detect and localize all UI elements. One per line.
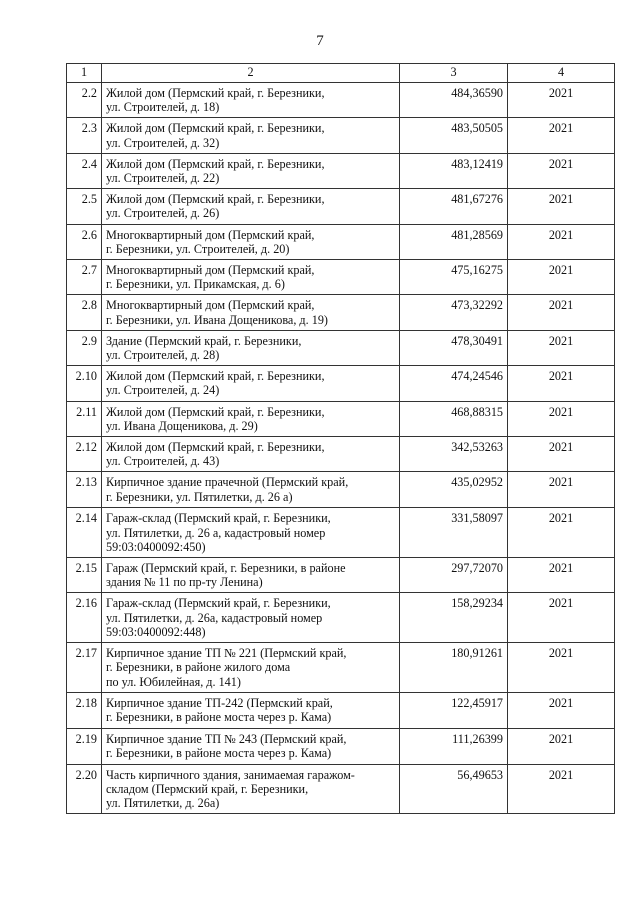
object-value: 158,29234 [400,593,508,643]
row-number: 2.14 [67,508,102,558]
object-name: Кирпичное здание прачечной (Пермский край, г. Березники, ул. Пятилетки, д. 26 а) [102,472,400,508]
object-year: 2021 [508,366,615,401]
object-year: 2021 [508,643,615,693]
table-row [67,295,615,330]
table-row [67,224,615,259]
object-year: 2021 [508,508,615,558]
object-name: Жилой дом (Пермский край, г. Березники, ул. Строителей, д. 26) [102,189,400,224]
table-row [67,558,615,593]
table-row [67,692,615,728]
object-name: Многоквартирный дом (Пермский край, г. Березники, ул. Ивана Дощеникова, д. 19) [102,295,400,330]
object-year: 2021 [508,728,615,764]
object-value: 483,50505 [400,118,508,153]
row-number: 2.16 [67,593,102,643]
row-number: 2.8 [67,295,102,330]
row-number: 2.10 [67,366,102,401]
object-year: 2021 [508,224,615,259]
page-number: 7 [316,33,324,49]
table-row [67,330,615,365]
row-number: 2.17 [67,643,102,693]
object-value: 435,02952 [400,472,508,508]
object-value: 475,16275 [400,260,508,295]
object-name: Часть кирпичного здания, занимаемая гаражом- складом (Пермский край, г. Березники, ул. Пятилетки, д. 26а) [102,764,400,814]
row-number: 2.12 [67,437,102,472]
object-year: 2021 [508,692,615,728]
object-value: 180,91261 [400,643,508,693]
object-name: Кирпичное здание ТП-242 (Пермский край, г. Березники, в районе моста через р. Кама) [102,692,400,728]
object-year: 2021 [508,189,615,224]
row-number: 2.15 [67,558,102,593]
object-name: Гараж-склад (Пермский край, г. Березники, ул. Пятилетки, д. 26 а, кадастровый номер 59:03:0400092:450) [102,508,400,558]
row-number: 2.19 [67,728,102,764]
object-name: Гараж (Пермский край, г. Березники, в районе здания № 11 по пр-ту Ленина) [102,558,400,593]
table-header-row [67,64,615,83]
object-value: 474,24546 [400,366,508,401]
object-value: 111,26399 [400,728,508,764]
column-header-1: 1 [67,64,102,83]
object-name: Здание (Пермский край, г. Березники, ул. Строителей, д. 28) [102,330,400,365]
column-header-4: 4 [508,64,615,83]
object-value: 122,45917 [400,692,508,728]
row-number: 2.18 [67,692,102,728]
row-number: 2.5 [67,189,102,224]
object-year: 2021 [508,260,615,295]
property-table [66,63,615,814]
table-row [67,401,615,436]
column-header-2: 2 [102,64,400,83]
object-year: 2021 [508,295,615,330]
object-year: 2021 [508,401,615,436]
object-name: Жилой дом (Пермский край, г. Березники, ул. Строителей, д. 18) [102,83,400,118]
table-row [67,728,615,764]
object-value: 481,28569 [400,224,508,259]
row-number: 2.6 [67,224,102,259]
object-name: Гараж-склад (Пермский край, г. Березники, ул. Пятилетки, д. 26а, кадастровый номер 59:03:0400092:448) [102,593,400,643]
object-year: 2021 [508,83,615,118]
table-row [67,260,615,295]
table-row [67,643,615,693]
object-name: Жилой дом (Пермский край, г. Березники, ул. Строителей, д. 43) [102,437,400,472]
row-number: 2.2 [67,83,102,118]
object-year: 2021 [508,593,615,643]
table-row [67,366,615,401]
row-number: 2.7 [67,260,102,295]
object-value: 483,12419 [400,153,508,188]
table-row [67,118,615,153]
object-value: 297,72070 [400,558,508,593]
object-name: Многоквартирный дом (Пермский край, г. Березники, ул. Строителей, д. 20) [102,224,400,259]
table-row [67,189,615,224]
object-year: 2021 [508,153,615,188]
row-number: 2.3 [67,118,102,153]
table-row [67,437,615,472]
row-number: 2.4 [67,153,102,188]
object-name: Жилой дом (Пермский край, г. Березники, ул. Ивана Дощеникова, д. 29) [102,401,400,436]
row-number: 2.13 [67,472,102,508]
object-name: Кирпичное здание ТП № 243 (Пермский край, г. Березники, в районе моста через р. Кама) [102,728,400,764]
table-row [67,153,615,188]
object-name: Жилой дом (Пермский край, г. Березники, ул. Строителей, д. 22) [102,153,400,188]
object-name: Многоквартирный дом (Пермский край, г. Березники, ул. Прикамская, д. 6) [102,260,400,295]
object-value: 481,67276 [400,189,508,224]
object-value: 478,30491 [400,330,508,365]
object-year: 2021 [508,764,615,814]
object-name: Кирпичное здание ТП № 221 (Пермский край, г. Березники, в районе жилого дома по ул. Юбилейная, д. 141) [102,643,400,693]
row-number: 2.11 [67,401,102,436]
row-number: 2.9 [67,330,102,365]
row-number: 2.20 [67,764,102,814]
table-row [67,83,615,118]
table-row [67,764,615,814]
object-year: 2021 [508,330,615,365]
object-name: Жилой дом (Пермский край, г. Березники, ул. Строителей, д. 24) [102,366,400,401]
table-row [67,508,615,558]
object-value: 473,32292 [400,295,508,330]
object-year: 2021 [508,472,615,508]
object-value: 56,49653 [400,764,508,814]
object-year: 2021 [508,118,615,153]
object-value: 331,58097 [400,508,508,558]
object-value: 468,88315 [400,401,508,436]
object-year: 2021 [508,558,615,593]
table-row [67,472,615,508]
column-header-3: 3 [400,64,508,83]
object-year: 2021 [508,437,615,472]
object-value: 342,53263 [400,437,508,472]
object-name: Жилой дом (Пермский край, г. Березники, ул. Строителей, д. 32) [102,118,400,153]
table-row [67,593,615,643]
object-value: 484,36590 [400,83,508,118]
